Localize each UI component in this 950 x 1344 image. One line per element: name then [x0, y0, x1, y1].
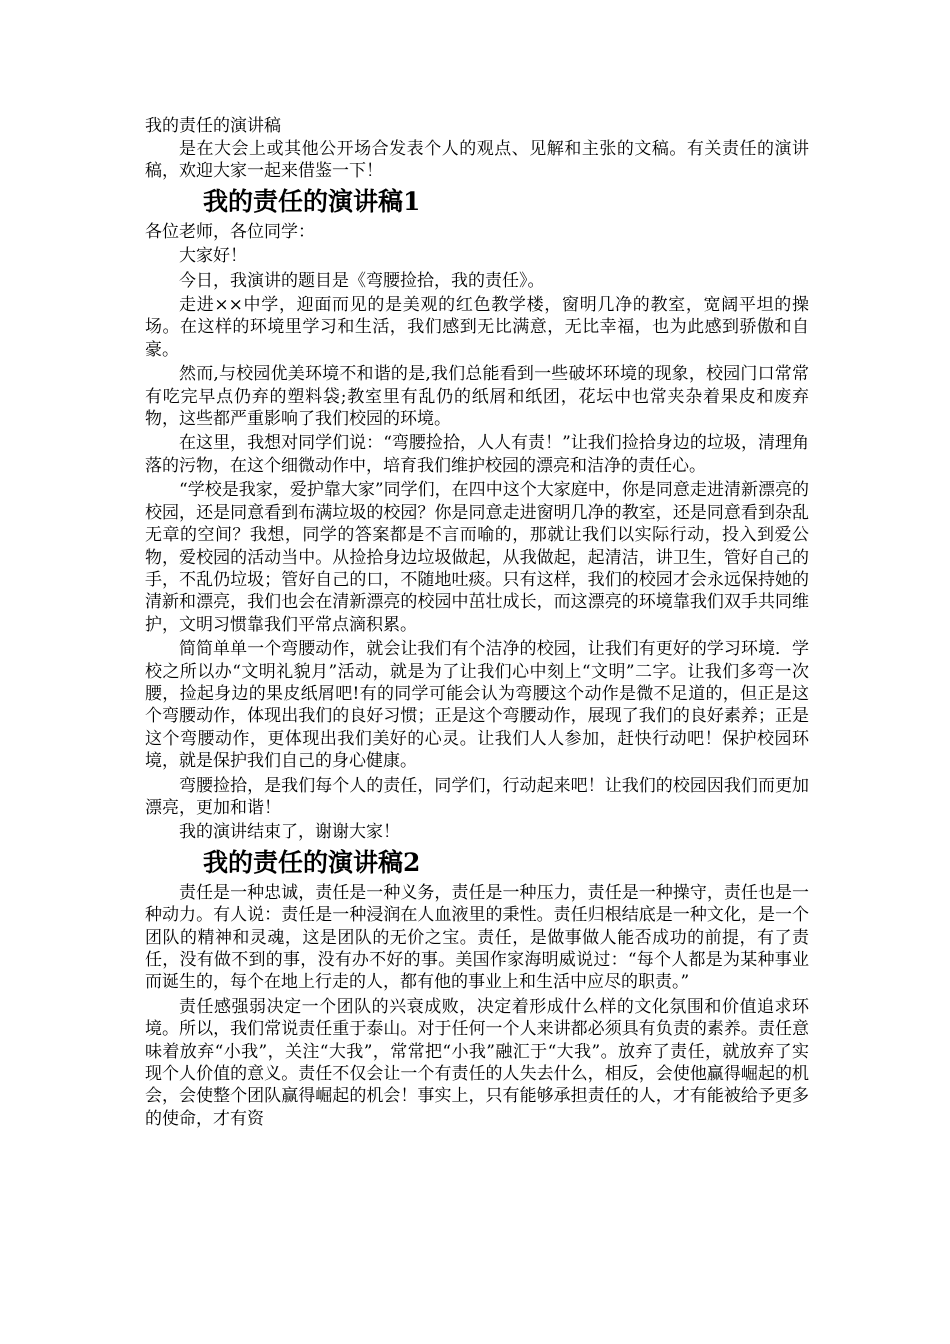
paragraph: 简简单单一个弯腰动作，就会让我们有个洁净的校园，让我们有更好的学习环境．学校之所以办“文明礼貌月”活动，就是为了让我们心中刻上“文明”二字。让我们多弯一次腰，捡起身边的果皮纸屑吧!有的同学可能会认为弯腰这个动作是微不足道的，但正是这个弯腰动作，体现出我们的良好习惯；正是这个弯腰动作，展现了我们的良好素养；正是这个弯腰动作，更体现出我们美好的心灵。让我们人人参加，赶快行动吧！保护校园环境，就是保护我们自己的身心健康。 — [145, 639, 809, 772]
paragraph: 然而,与校园优美环境不和谐的是,我们总能看到一些破坏环境的现象，校园门口常常有吃完早点仍弃的塑料袋;教室里有乱仍的纸屑和纸团，花坛中也常夹杂着果皮和废弃物，这些都严重影响了我们校园的环境。 — [145, 364, 809, 430]
intro-paragraph: 是在大会上或其他公开场合发表个人的观点、见解和主张的文稿。有关责任的演讲稿，欢迎大家一起来借鉴一下！ — [145, 139, 809, 182]
document-title: 我的责任的演讲稿 — [145, 116, 281, 136]
paragraph: “学校是我家，爱护靠大家”同学们，在四中这个大家庭中，你是同意走进清新漂亮的校园，还是同意看到布满垃圾的校园？你是同意走进窗明几净的教室，还是同意看到杂乱无章的空间？我想，同学的答案都是不言而喻的，那就让我们以实际行动，投入到爱公物，爱校园的活动当中。从捡拾身边垃圾做起，从我做起，起清洁，讲卫生，管好自己的手，不乱仍垃圾；管好自己的口，不随地吐痰。只有这样，我们的校园才会永远保持她的清新和漂亮，我们也会在清新漂亮的校园中茁壮成长，而这漂亮的环境靠我们双手共同维护，文明习惯靠我们平常点滴积累。 — [145, 480, 809, 635]
salutation: 各位老师，各位同学： — [145, 221, 315, 242]
section-heading-1: 我的责任的演讲稿1 — [203, 186, 421, 216]
section-heading-2: 我的责任的演讲稿2 — [203, 847, 421, 877]
paragraph: 在这里，我想对同学们说：“弯腰捡拾，人人有责！”让我们捡拾身边的垃圾，清理角落的污物，在这个细微动作中，培育我们维护校园的漂亮和洁净的责任心。 — [145, 433, 809, 476]
paragraph: 弯腰捡拾，是我们每个人的责任，同学们，行动起来吧！让我们的校园因我们而更加漂亮，更加和谐！ — [145, 775, 809, 818]
paragraph: 大家好！ — [179, 246, 247, 267]
paragraph: 走进××中学，迎面而见的是美观的红色教学楼，窗明几净的教室，宽阔平坦的操场。在这样的环境里学习和生活，我们感到无比满意，无比幸福，也为此感到骄傲和自豪。 — [145, 295, 809, 360]
paragraph: 责任感强弱决定一个团队的兴衰成败，决定着形成什么样的文化氛围和价值追求环境。所以，我们常说责任重于泰山。对于任何一个人来讲都必须具有负责的素养。责任意味着放弃“小我”，关注“大我”，常常把“小我”融汇于“大我”。放弃了责任，就放弃了实现个人价值的意义。责任不仅会让一个有责任的人失去什么，相反，会使他赢得崛起的机会，会使整个团队赢得崛起的机会！事实上，只有能够承担责任的人，才有能被给予更多的使命，才有资 — [145, 996, 809, 1129]
document-page — [145, 114, 809, 1132]
paragraph: 今日，我演讲的题目是《弯腰捡拾，我的责任》。 — [179, 270, 545, 291]
paragraph: 我的演讲结束了，谢谢大家！ — [179, 822, 400, 843]
paragraph: 责任是一种忠诚，责任是一种义务，责任是一种压力，责任是一种操守，责任也是一种动力。有人说：责任是一种浸润在人血液里的秉性。责任归根结底是一种文化，是一个团队的精神和灵魂，这是团队的无价之宝。责任，是做事做人能否成功的前提，有了责任，没有做不到的事，没有办不好的事。美国作家海明威说过：“每个人都是为某种事业而诞生的，每个在地上行走的人，都有他的事业上和生活中应尽的职责。” — [145, 882, 809, 993]
